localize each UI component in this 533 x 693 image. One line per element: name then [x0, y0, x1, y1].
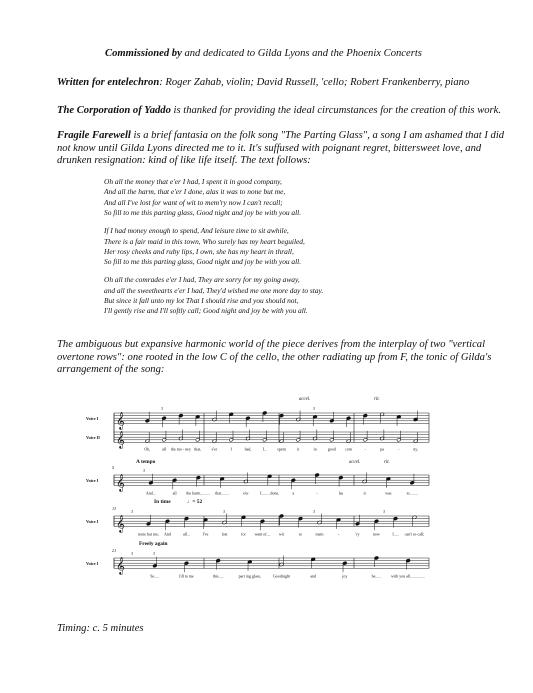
lyric-syllable: fill to me [179, 573, 194, 579]
lyric-syllable: none but me, [138, 531, 159, 537]
tempo-direction: ♩= 52 [187, 499, 203, 505]
lyric-syllable: - [337, 531, 340, 537]
treble-clef-icon: 𝄞 [116, 516, 125, 533]
measure-number: 13 [112, 506, 117, 511]
lyric-syllable: a [292, 490, 295, 496]
lyric-syllable: all [162, 446, 167, 452]
lyric-syllable: ny, [413, 446, 418, 452]
tempo-direction: In time [154, 499, 171, 505]
lyric-syllable: spent [277, 446, 286, 452]
lyric-syllable: in [313, 446, 317, 452]
poem-line: If I had money enough to spend, And leisure time to sit awhile, [104, 226, 289, 236]
tempo-direction: Freely again [139, 541, 168, 547]
lyric-syllable: and [310, 573, 317, 579]
treble-clef-icon: 𝄞 [116, 558, 125, 575]
lyric-syllable: lost [221, 531, 228, 537]
lyric-syllable: - [398, 446, 400, 452]
intro-paragraph [57, 130, 517, 168]
lyric-syllable: be...... [371, 573, 382, 579]
lyric-syllable: it [297, 446, 300, 452]
poem [104, 177, 504, 324]
poem-line: And all I've lost for want of wit to mem'ry now I can't recall; [104, 197, 283, 207]
voice-label: Voice I [86, 561, 99, 566]
lyric-syllable: com [345, 446, 353, 452]
lyric-syllable: pa [380, 446, 384, 452]
lyric-syllable: I've [202, 531, 209, 537]
lyric-syllable: was [385, 490, 392, 496]
lyric-syllable: - [364, 446, 366, 452]
lyric-syllable: e'er [243, 490, 249, 496]
piece-title: Fragile Farewell [57, 130, 131, 141]
treble-clef-icon: 𝄞 [116, 432, 125, 449]
poem-stanza [104, 275, 504, 317]
tuplet-number: 3 [131, 551, 133, 556]
lyric-syllable: all... [183, 531, 190, 537]
poem-line: Oh all the money that e'er I had, I spent it in good company, [104, 177, 282, 186]
lyric-syllable: with you all............... [391, 573, 426, 579]
commission-line [105, 47, 422, 60]
lyric-syllable: want of.... [254, 531, 271, 537]
lyric-syllable: las [338, 490, 344, 496]
lyric-syllable: I [230, 446, 232, 452]
lyric-syllable: this..... [212, 573, 224, 579]
lyric-syllable: to........ [406, 490, 418, 496]
lyric-syllable: for [241, 531, 246, 537]
description-paragraph: The ambiguous but expansive harmonic world of the piece derives from the interplay of two "vertical overtone rows": one rooted in the low C of the cello, the other radiating up from F, the tonic of Gilda's arrangement of the song: [57, 339, 492, 376]
poem-line: Oh all the comrades e'er I had, They are sorry for my going away, [104, 275, 300, 285]
yaddo-text: is thanked for providing the ideal circumstances for the creation of this work. [170, 105, 502, 116]
measure-number: 21 [112, 548, 117, 553]
lyric-syllable: And... [145, 490, 156, 496]
tuplet-number: 3 [161, 406, 163, 411]
tempo-direction: rit. [374, 397, 380, 402]
voice-label: Voice II [86, 435, 100, 440]
lyric-syllable: can't re-call; [404, 531, 425, 537]
tempo-direction: A tempo [136, 459, 156, 465]
tuplet-number: 3 [383, 509, 385, 514]
poem-stanza [104, 226, 504, 268]
lyric-syllable: to [298, 531, 303, 537]
tuplet-number: 3 [313, 406, 315, 411]
lyric-syllable: - [316, 490, 318, 496]
lyric-syllable: that........ [215, 490, 230, 496]
poem-line: I'll gently rise and I'll softly call; Good night and joy be with you all. [104, 306, 308, 316]
music-score [84, 388, 444, 583]
lyric-syllable: wit [278, 531, 285, 537]
lyric-syllable: that, [194, 446, 202, 452]
poem-line: Her rosy cheeks and ruby lips, I own, she has my heart in thrall, [104, 246, 294, 256]
poem-line: But since it fall unto my lot That I should rise and you should not, [104, 296, 299, 306]
poem-line: So fill to me this parting glass, Good night and joy be with you all. [104, 208, 302, 218]
lyric-syllable: I.........done, [260, 490, 280, 496]
written-for-label: Written for entelechron [57, 77, 160, 88]
measure-number: 5 [112, 465, 115, 470]
lyric-syllable: the mo - ney [170, 446, 191, 452]
tuplet-number: 3 [143, 468, 145, 473]
poem-stanza [104, 177, 504, 219]
lyric-syllable: Goodnight [272, 573, 291, 579]
poem-line: and all the sweethearts e'er I had, They'd wished me one more day to stay. [104, 285, 324, 295]
treble-clef-icon: 𝄞 [116, 475, 125, 492]
voice-label: Voice I [86, 519, 99, 524]
tempo-direction: accel. [299, 397, 311, 402]
tuplet-number: 3 [153, 551, 155, 556]
treble-clef-icon: 𝄞 [116, 413, 125, 430]
yaddo-line [57, 104, 501, 117]
lyric-syllable: mem [315, 531, 324, 537]
lyric-syllable: e'er [211, 446, 218, 452]
lyric-syllable: it [363, 490, 366, 496]
yaddo-label: The Corporation of Yaddo [57, 105, 171, 116]
voice-label: Voice I [86, 478, 99, 483]
lyric-syllable: part ing glass, [238, 573, 262, 579]
lyric-syllable: all [172, 490, 177, 496]
lyric-syllable: And [164, 531, 171, 537]
lyric-syllable: had, [244, 446, 252, 452]
lyric-syllable: the harm.......... [186, 490, 211, 496]
tuplet-number: 3 [131, 509, 133, 514]
lyric-syllable: joy [342, 573, 348, 579]
commission-text: and dedicated to Gilda Lyons and the Phoenix Concerts [181, 48, 422, 59]
timing-note: Timing: c. 5 minutes [57, 623, 144, 634]
lyric-syllable: Oh, [144, 446, 151, 452]
tempo-direction: rit. [384, 460, 390, 465]
lyric-syllable: I..... [392, 531, 399, 537]
tempo-direction: accel. [349, 460, 361, 465]
poem-line: There is a fair maid in this town, Who surely has my heart beguiled, [104, 236, 305, 246]
written-for-line [57, 76, 469, 89]
lyric-syllable: I... [262, 446, 267, 452]
tuplet-number: 3 [223, 509, 225, 514]
intro-text: is a brief fantasia on the folk song "The Parting Glass", a song I am ashamed that I did not know until Gilda Lyons directed me to it. It's suffused with poignant regret, bittersweet love, and drunken resignation: kind of like life itself. The text follows: [57, 130, 505, 167]
lyric-syllable: now [373, 531, 380, 537]
lyric-syllable: 'ry [355, 531, 360, 537]
voice-label: Voice I [86, 416, 99, 421]
tuplet-number: 3 [313, 509, 315, 514]
written-for-text: : Roger Zahab, violin; David Russell, 'cello; Robert Frankenberry, piano [159, 77, 470, 88]
lyric-syllable: So..... [150, 573, 160, 579]
poem-line: And all the harm, that e'er I done, alas it was to none but me, [104, 187, 286, 197]
poem-line: So fill to me this parting glass, Good night and joy be with you all. [104, 257, 302, 267]
commission-label: Commissioned by [105, 48, 182, 59]
lyric-syllable: good [327, 446, 336, 452]
